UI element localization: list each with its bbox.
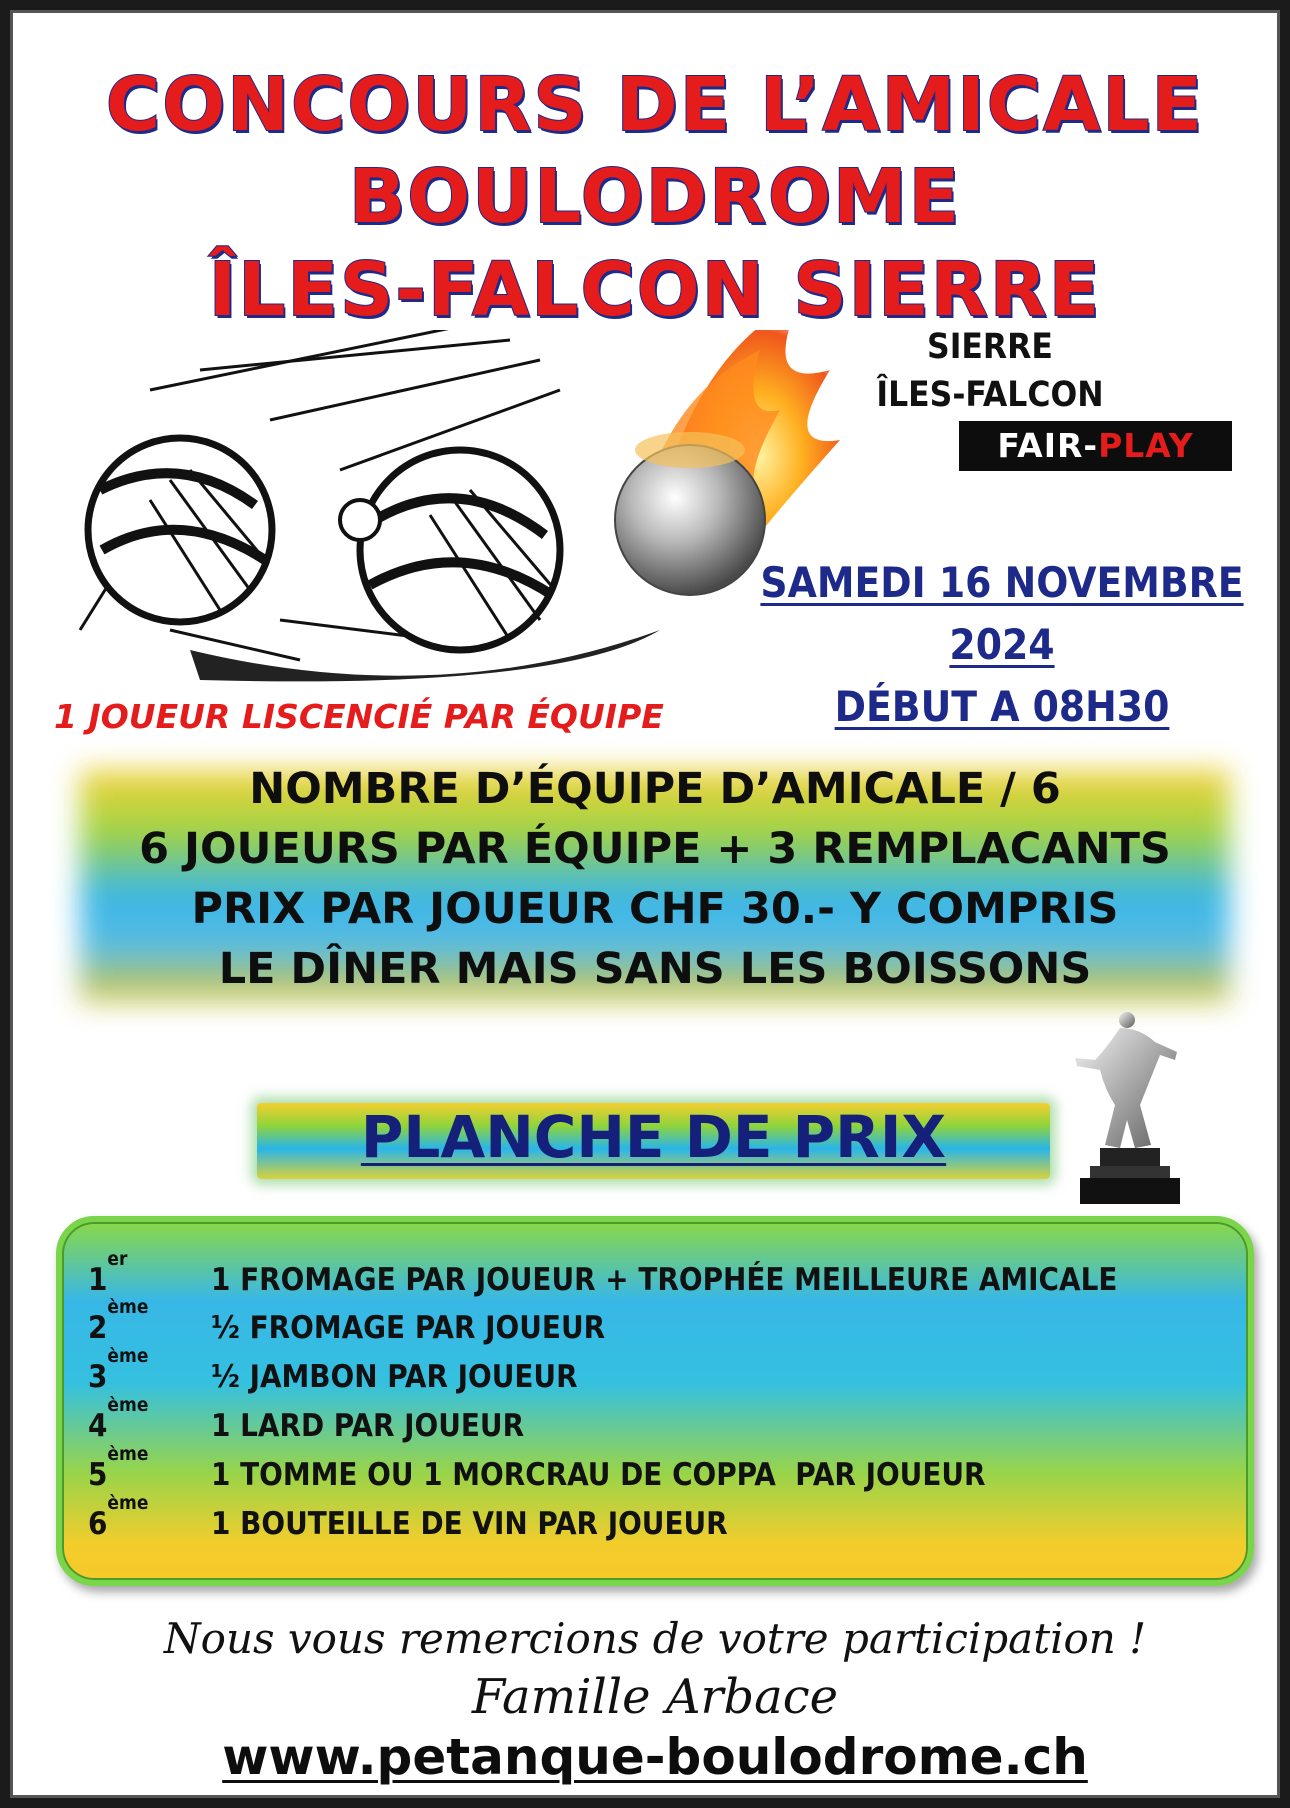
signature: Famille Arbace (471, 1669, 839, 1725)
fair-play-badge-part2: PLAY (1098, 426, 1194, 465)
prize-description: 1 FROMAGE PAR JOUEUR + TROPHÉE MEILLEURE AMICALE (211, 1262, 1118, 1298)
petanque-player-trophy-icon (1065, 1010, 1195, 1210)
prize-row (88, 1394, 1228, 1450)
licence-note: 1 JOUEUR LISCENCIÉ PAR ÉQUIPE (54, 697, 664, 736)
prize-description: 1 TOMME OU 1 MORCRAU DE COPPA PAR JOUEUR (211, 1457, 986, 1493)
prize-description: ½ FROMAGE PAR JOUEUR (211, 1310, 606, 1346)
planche-title: PLANCHE DE PRIX (360, 1103, 947, 1171)
prize-description: ½ JAMBON PAR JOUEUR (211, 1359, 578, 1395)
prize-row (88, 1345, 1228, 1401)
website-link[interactable]: www.petanque-boulodrome.ch (222, 1728, 1088, 1786)
prize-rank: 3ème (88, 1345, 149, 1395)
prize-row (88, 1248, 1228, 1304)
fair-play-line-1: SIERRE (927, 327, 1053, 367)
prize-description: 1 LARD PAR JOUEUR (211, 1408, 525, 1444)
fair-play-badge-part1: FAIR- (997, 426, 1099, 465)
prize-rank: 2ème (88, 1296, 149, 1346)
prize-rank: 4ème (88, 1394, 149, 1444)
prize-description: 1 BOUTEILLE DE VIN PAR JOUEUR (211, 1506, 728, 1542)
prize-rank: 5ème (88, 1443, 149, 1493)
info-line-4: LE DÎNER MAIS SANS LES BOISSONS (218, 944, 1092, 994)
fair-play-line-2: ÎLES-FALCON (876, 375, 1104, 415)
info-line-1: NOMBRE D’ÉQUIPE D’AMICALE / 6 (249, 764, 1061, 814)
event-start-time: DÉBUT A 08H30 (834, 682, 1170, 731)
title-line-3: ÎLES-FALCON SIERRE (208, 247, 1102, 333)
prize-rank: 1er (88, 1248, 128, 1298)
prize-rank: 6ème (88, 1492, 149, 1542)
prize-row (88, 1296, 1228, 1352)
info-line-3: PRIX PAR JOUEUR CHF 30.- Y COMPRIS (191, 884, 1119, 934)
info-line-2: 6 JOUEURS PAR ÉQUIPE + 3 REMPLACANTS (139, 824, 1171, 874)
fair-play-badge (959, 421, 1232, 471)
prize-row (88, 1443, 1228, 1499)
event-date-line-2: 2024 (949, 620, 1055, 669)
event-date-line-1: SAMEDI 16 NOVEMBRE (760, 558, 1244, 607)
prize-row (88, 1492, 1228, 1548)
title-line-1: CONCOURS DE L’AMICALE (105, 62, 1205, 148)
thanks-message: Nous vous remercions de votre participation ! (163, 1614, 1147, 1663)
title-line-2: BOULODROME (348, 154, 962, 240)
